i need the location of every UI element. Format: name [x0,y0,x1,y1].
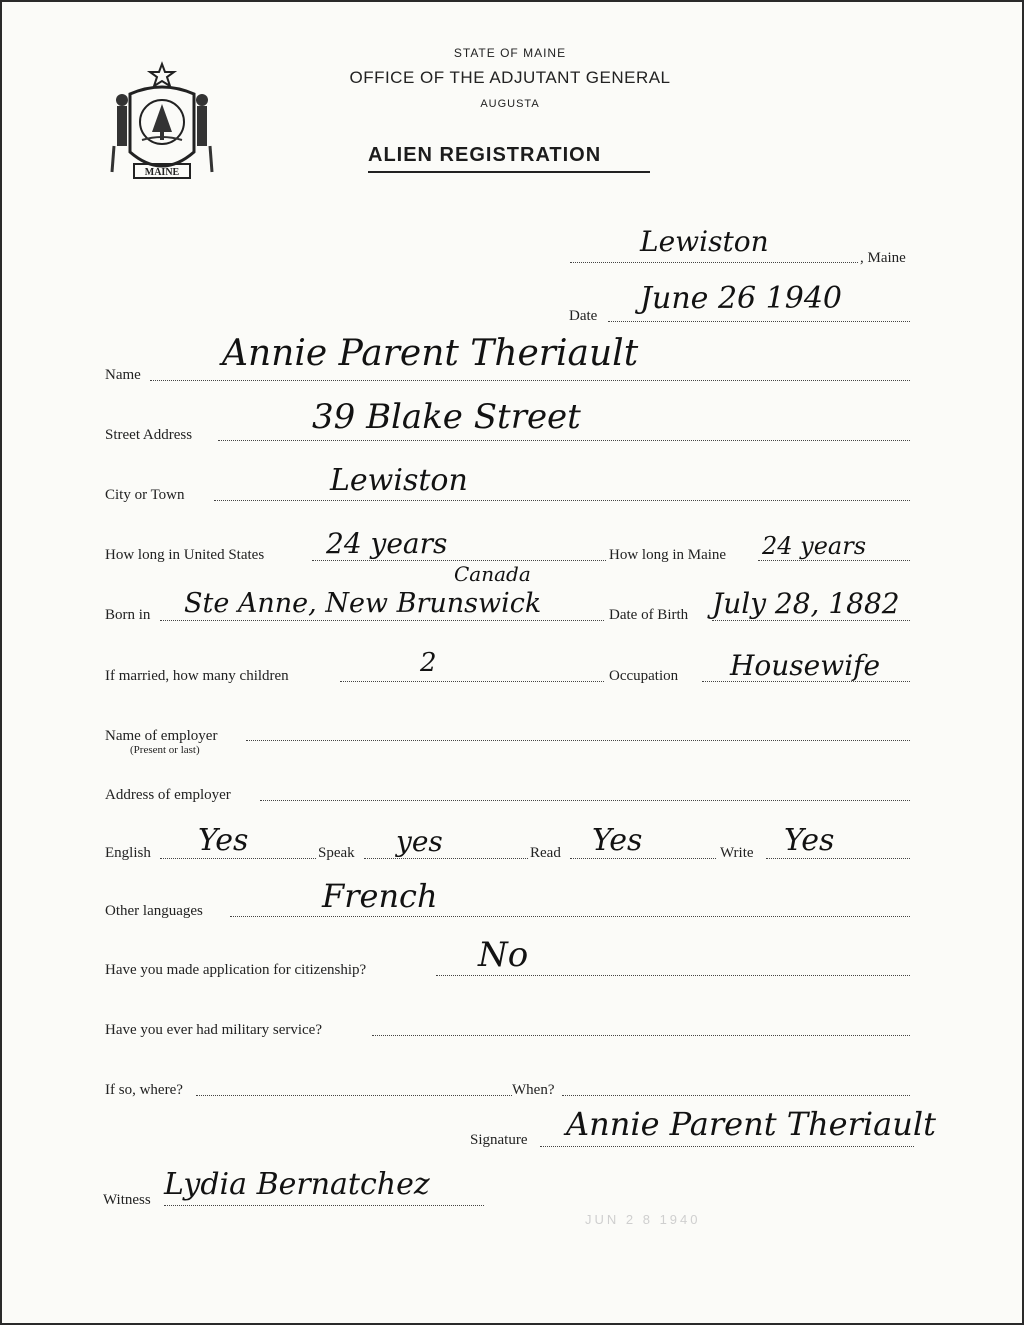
other-languages-label: Other languages [105,903,203,919]
english-value: Yes [198,823,249,858]
dob-line [712,620,910,621]
occupation-value: Housewife [730,649,881,682]
citizenship-value: No [478,935,529,975]
signature-line [540,1146,914,1147]
write-value: Yes [784,823,835,858]
when-label: When? [512,1082,555,1098]
street-line [218,440,910,441]
english-line [160,858,316,859]
state-seal-icon [108,60,216,188]
military-line [372,1035,910,1036]
military-label: Have you ever had military service? [105,1022,322,1038]
employer-line [246,740,910,741]
maine-length-value: 24 years [762,532,867,560]
date-line [608,321,910,322]
employer-label: Name of employer [105,728,218,744]
born-country-value: Canada [454,562,531,586]
maine-length-line [758,560,910,561]
header-city: AUGUSTA [480,98,540,110]
speak-value: yes [396,825,443,858]
write-label: Write [720,845,754,861]
svg-text:MAINE: MAINE [144,167,180,178]
children-line [340,681,604,682]
born-in-line [160,620,604,621]
read-value: Yes [592,823,643,858]
name-value: Annie Parent Theriault [222,333,639,374]
town-value: Lewiston [640,225,769,258]
witness-line [164,1205,484,1206]
title-underline [368,171,650,173]
write-line [766,858,910,859]
read-line [570,858,716,859]
where-line [196,1095,512,1096]
us-length-label: How long in United States [105,547,265,563]
city-label: City or Town [105,487,185,503]
maine-label: , Maine [860,250,906,266]
form-title: ALIEN REGISTRATION [368,144,602,166]
children-label: If married, how many children [105,668,289,684]
read-label: Read [530,845,561,861]
signature-value: Annie Parent Theriault [566,1105,936,1143]
date-value: June 26 1940 [640,281,843,316]
witness-value: Lydia Bernatchez [164,1167,430,1202]
employer-address-line [260,800,910,801]
received-stamp: JUN 2 8 1940 [585,1212,701,1227]
witness-label: Witness [103,1192,151,1208]
children-value: 2 [420,648,437,678]
citizenship-line [436,975,910,976]
street-label: Street Address [105,427,193,443]
name-line [150,380,910,381]
street-value: 39 Blake Street [312,397,581,437]
date-label: Date [569,308,598,324]
header-state: STATE OF MAINE [453,46,567,60]
english-label: English [105,845,151,861]
dob-label: Date of Birth [609,607,689,623]
speak-line [364,858,528,859]
us-length-line [312,560,606,561]
employer-address-label: Address of employer [105,787,231,803]
born-in-value: Ste Anne, New Brunswick [184,588,542,619]
other-languages-value: French [322,877,438,915]
dob-value: July 28, 1882 [712,587,900,620]
us-length-value: 24 years [326,527,448,560]
employer-sublabel: (Present or last) [130,744,200,756]
born-in-label: Born in [105,607,151,623]
city-line [214,500,910,501]
header-office: OFFICE OF THE ADJUTANT GENERAL [349,68,671,87]
speak-label: Speak [318,845,355,861]
city-value: Lewiston [330,463,468,498]
maine-length-label: How long in Maine [609,547,727,563]
name-label: Name [105,367,141,383]
signature-label: Signature [470,1132,528,1148]
where-label: If so, where? [105,1082,183,1098]
occupation-label: Occupation [609,668,679,684]
other-languages-line [230,916,910,917]
citizenship-label: Have you made application for citizenship? [105,962,367,978]
town-line [570,262,858,263]
when-line [562,1095,910,1096]
